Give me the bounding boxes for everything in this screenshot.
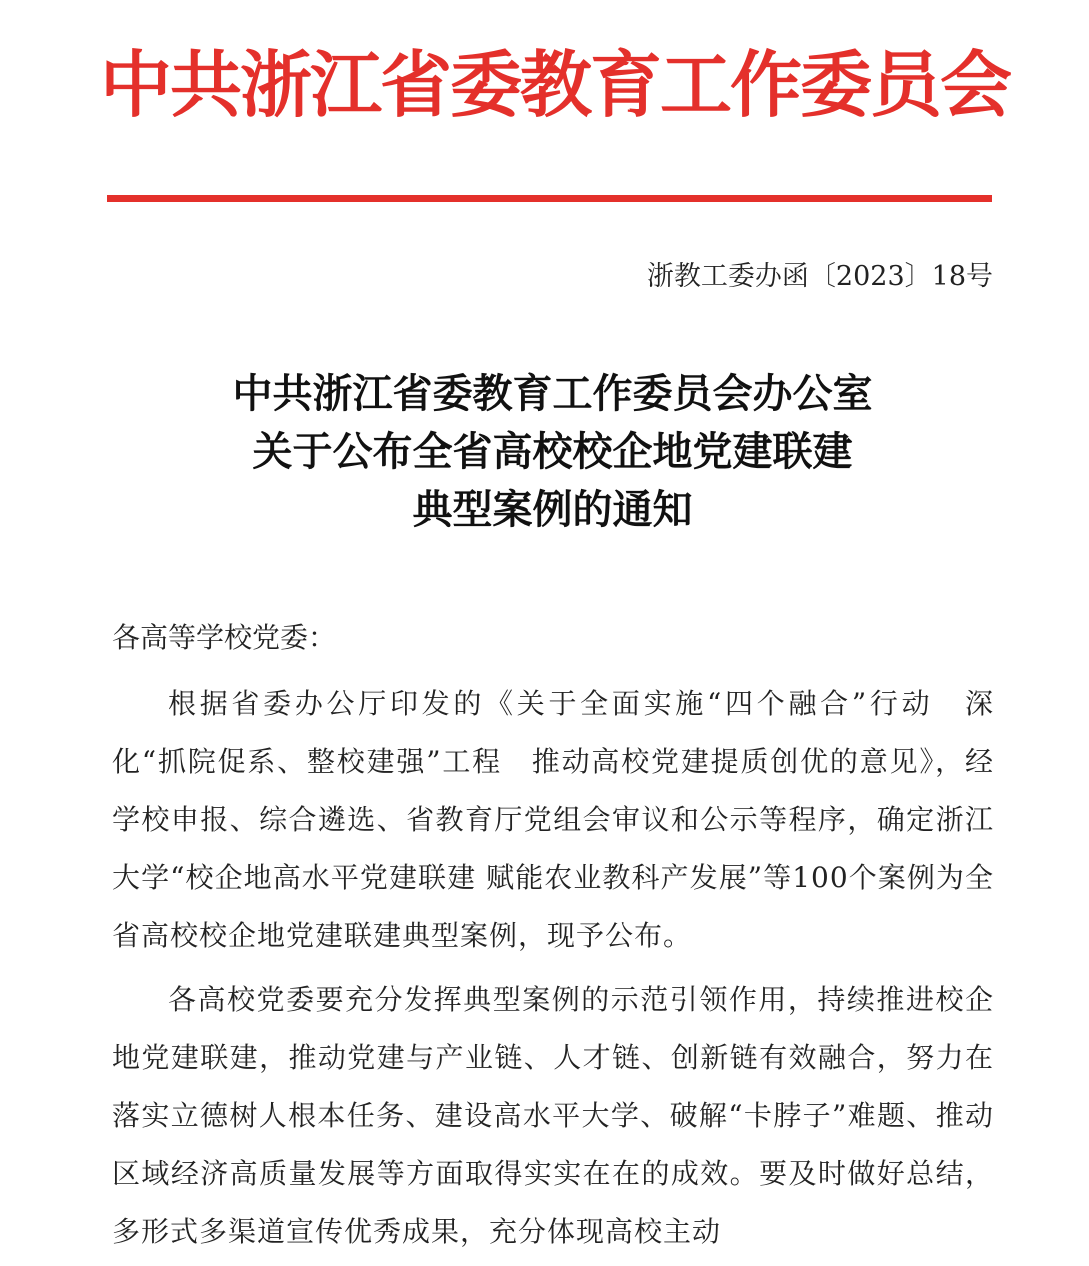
document-number: 浙教工委办函〔2023〕18号 [646,261,993,292]
red-divider-line [107,195,992,202]
title-line-2: 关于公布全省高校校企地党建联建 [252,429,853,475]
document-title [100,365,1005,539]
issuing-organization-masthead: 中共浙江省委教育工作委员会 [100,43,1011,127]
salutation: 各高等学校党委： [112,621,337,654]
body-paragraph-2: 各高校党委要充分发挥典型案例的示范引领作用，持续推进校企地党建联建，推动党建与产业链、人才链、创新链有效融合，努力在落实立德树人根本任务、建设高水平大学、破解“卡脖子”难题、推动区域经济高质量发展等方面取得实实在在的成效。要及时做好总结，多形式多渠道宣传优秀成果，充分体现高校主动 [112,983,994,1248]
title-line-1: 中共浙江省委教育工作委员会办公室 [232,371,873,417]
title-line-3: 典型案例的通知 [412,487,693,533]
body-paragraph-1: 根据省委办公厅印发的《关于全面实施“四个融合”行动 深化“抓院促系、整校建强”工程 推动高校党建提质创优的意见》，经学校申报、综合遴选、省教育厅党组会审议和公示等程序，确定浙江大学“校企地高水平党建联建 赋能农业教科产发展”等100个案例为全省高校校企地党建联建典型案例，现予公布。 [112,687,994,952]
